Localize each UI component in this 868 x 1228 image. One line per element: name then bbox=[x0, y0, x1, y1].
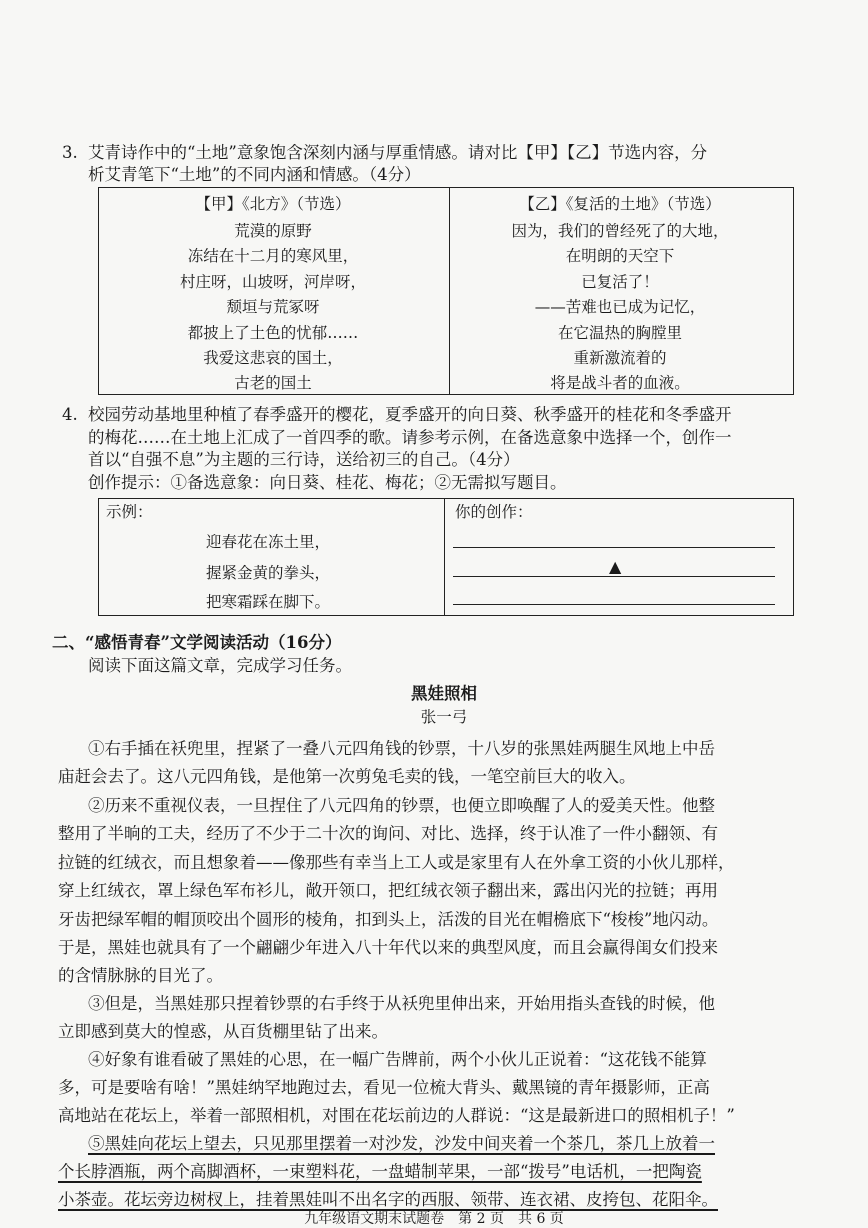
article-line: 庙赶会去了。这八元四角钱，是他第一次剪兔毛卖的钱，一笔空前巨大的收入。 bbox=[58, 767, 636, 786]
poem-left-line: 我爱这悲哀的国土， bbox=[203, 349, 343, 367]
poem-left-line: 颓垣与荒冢呀 bbox=[226, 298, 320, 316]
answer-triangle-marker: ▲ bbox=[609, 557, 622, 576]
poem-left-line: 村庄呀，山坡呀，河岸呀， bbox=[179, 273, 367, 291]
section2-heading: 二、“感悟青春”文学阅读活动（16分） bbox=[52, 633, 342, 652]
poem-right-line: 重新激流着的 bbox=[573, 349, 667, 367]
article-line: 穿上红绒衣，罩上绿色军布衫儿，敞开领口，把红绒衣领子翻出来，露出闪光的拉链；再用 bbox=[58, 881, 718, 900]
poem-right-line: 将是战斗者的血液。 bbox=[550, 374, 690, 392]
article-line: 整用了半晌的工夫，经历了不少于二十次的询问、对比、选择，终于认准了一件小翻领、有 bbox=[58, 824, 718, 843]
q4-text-line2: 的梅花……在土地上汇成了一首四季的歌。请参考示例，在备选意象中选择一个，创作一 bbox=[88, 428, 732, 447]
article-line: ②历来不重视仪表，一旦捏住了八元四角的钞票，也便立即唤醒了人的爱美天性。他整 bbox=[88, 796, 715, 815]
article-line: 拉链的红绒衣，而且想象着——像那些有幸当上工人或是家里有人在外拿工资的小伙儿那样， bbox=[58, 853, 735, 872]
article-title: 黑娃照相 bbox=[411, 684, 477, 703]
q4-text-line1: 校园劳动基地里种植了春季盛开的樱花，夏季盛开的向日葵、秋季盛开的桂花和冬季盛开 bbox=[88, 405, 732, 424]
poem-right-line: 在明朗的天空下 bbox=[565, 247, 675, 265]
poem-right-title: 【乙】《复活的土地》（节选） bbox=[519, 195, 721, 213]
article-line: 多，可是要啥有啥！”黑娃纳罕地跑过去，看见一位梳大背头、戴黑镜的青年摄影师，正高 bbox=[58, 1078, 710, 1097]
article-line-underlined: 个长脖酒瓶，两个高脚酒杯，一束塑料花，一盘蜡制苹果，一部“拨号”电话机，一把陶瓷 bbox=[58, 1162, 702, 1181]
creation-table-divider bbox=[444, 498, 445, 616]
q4-hint: 创作提示：①备选意象：向日葵、桂花、梅花；②无需拟写题目。 bbox=[88, 473, 567, 492]
article-line-underlined: 小茶壶。花坛旁边树杈上，挂着黑娃叫不出名字的西服、领带、连衣裙、皮挎包、花阳伞。 bbox=[58, 1190, 718, 1209]
poem-right-line: 已复活了！ bbox=[581, 273, 659, 291]
your-creation-label: 你的创作： bbox=[455, 503, 533, 521]
example-line: 握紧金黄的拳头， bbox=[205, 564, 331, 582]
poem-table-divider bbox=[449, 187, 450, 395]
article-line: ④好象有谁看破了黑娃的心思，在一幅广告牌前，两个小伙儿正说着：“这花钱不能算 bbox=[88, 1050, 707, 1069]
q4-number: 4. bbox=[62, 405, 78, 424]
article-line: 于是，黑娃也就具有了一个翩翩少年进入八十年代以来的典型风度，而且会赢得闺女们投来 bbox=[58, 938, 718, 957]
article-line: 的含情脉脉的目光了。 bbox=[58, 966, 223, 985]
q3-text-line2: 析艾青笔下“土地”的不同内涵和情感。（4分） bbox=[88, 165, 421, 184]
example-line: 迎春花在冻土里， bbox=[205, 533, 331, 551]
poem-left-line: 都披上了土色的忧郁…… bbox=[187, 324, 359, 342]
section2-instruction: 阅读下面这篇文章，完成学习任务。 bbox=[88, 656, 352, 675]
poem-left-line: 冻结在十二月的寒风里， bbox=[187, 247, 359, 265]
answer-blank-line[interactable] bbox=[453, 547, 775, 548]
article-line: 高地站在花坛上，举着一部照相机，对围在花坛前边的人群说：“这是最新进口的照相机子！” bbox=[58, 1106, 735, 1125]
article-line: 立即感到莫大的惶惑，从百货棚里钻了出来。 bbox=[58, 1022, 388, 1041]
example-line: 把寒霜踩在脚下。 bbox=[205, 593, 331, 611]
answer-blank-line[interactable] bbox=[453, 604, 775, 605]
article-line: ③但是，当黑娃那只捏着钞票的右手终于从袄兜里伸出来，开始用指头查钱的时候，他 bbox=[88, 994, 715, 1013]
poem-left-line: 古老的国土 bbox=[234, 374, 312, 392]
answer-blank-line[interactable] bbox=[453, 576, 775, 577]
article-line: 牙齿把绿军帽的帽顶咬出个圆形的棱角，扣到头上，活泼的目光在帽檐底下“梭梭”地闪动。 bbox=[58, 910, 719, 929]
q4-text-line3: 首以“自强不息”为主题的三行诗，送给初三的自己。（4分） bbox=[88, 450, 520, 469]
poem-right-line: ——苦难也已成为记忆， bbox=[534, 298, 706, 316]
creation-table bbox=[98, 498, 794, 616]
article-line: ①右手插在袄兜里，捏紧了一叠八元四角钱的钞票，十八岁的张黑娃两腿生风地上中岳 bbox=[88, 739, 715, 758]
poem-right-line: 因为，我们的曾经死了的大地， bbox=[511, 222, 729, 240]
q3-number: 3. bbox=[62, 143, 78, 162]
poem-left-line: 荒漠的原野 bbox=[234, 222, 312, 240]
article-line-underlined: ⑤黑娃向花坛上望去，只见那里摆着一对沙发，沙发中间夹着一个茶几，茶几上放着一 bbox=[88, 1134, 715, 1153]
example-label: 示例： bbox=[106, 503, 153, 521]
q3-text-line1: 艾青诗作中的“土地”意象饱含深刻内涵与厚重情感。请对比【甲】【乙】节选内容，分 bbox=[88, 143, 708, 162]
page-footer: 九年级语文期末试题卷 第 2 页 共 6 页 bbox=[304, 1211, 564, 1227]
poem-left-title: 【甲】《北方》（节选） bbox=[195, 195, 351, 213]
poem-right-line: 在它温热的胸膛里 bbox=[557, 324, 683, 342]
article-author: 张一弓 bbox=[420, 708, 468, 726]
